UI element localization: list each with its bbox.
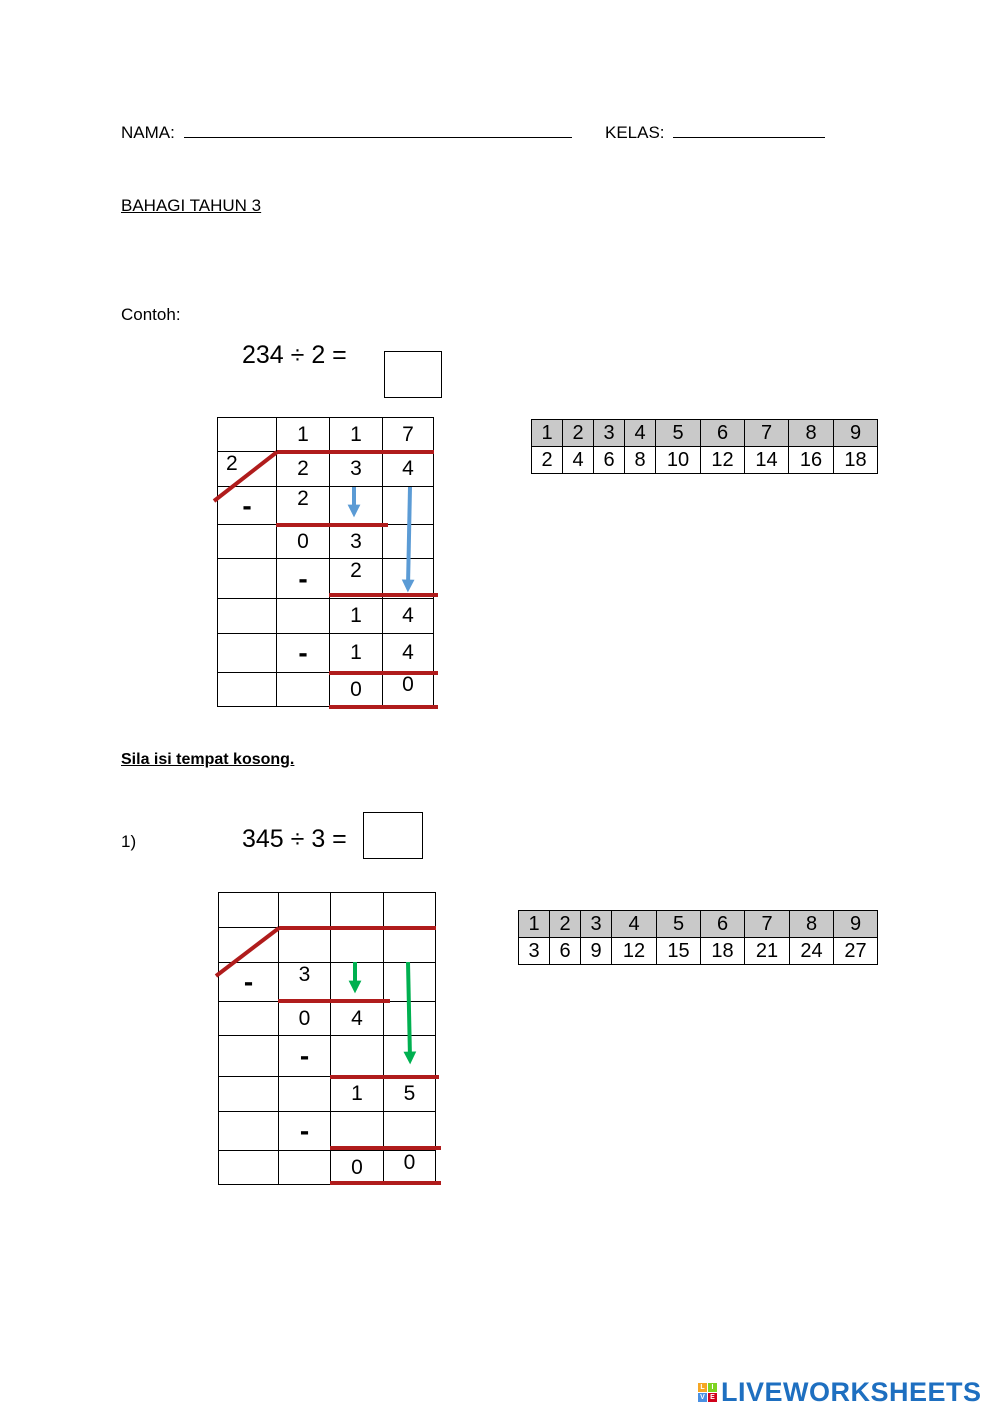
minus-sign: - (279, 1036, 331, 1077)
minus-sign: - (219, 963, 279, 1002)
grid-cell (218, 673, 277, 707)
times-table-header: 5 (656, 420, 701, 447)
worksheet-title: BAHAGI TAHUN 3 (121, 196, 262, 215)
step-digit: 4 (383, 599, 434, 634)
grid-cell (218, 559, 277, 599)
times-table-header: 1 (532, 420, 563, 447)
times-table-header: 8 (790, 911, 834, 938)
grid-cell (219, 1002, 279, 1036)
question-number: 1) (121, 832, 137, 851)
liveworksheets-logo (698, 1377, 982, 1408)
times-table-header: 3 (594, 420, 625, 447)
grid-cell (383, 525, 434, 559)
times-table-value: 6 (594, 447, 625, 474)
name-label: NAMA: (121, 123, 175, 142)
remainder-digit: 0 (383, 673, 434, 707)
grid-cell (219, 1077, 279, 1112)
step-digit: 3 (330, 525, 383, 559)
step-digit: 1 (331, 1077, 384, 1112)
grid-cell (218, 525, 277, 559)
quotient-input[interactable] (279, 893, 331, 928)
example-equation: 234 ÷ 2 = (242, 341, 347, 369)
quotient-input[interactable] (219, 893, 279, 928)
logo-mark (698, 1383, 717, 1402)
times-table-header: 8 (789, 420, 834, 447)
quotient-digit: 1 (277, 418, 330, 452)
times-table-value: 14 (745, 447, 789, 474)
step-digit: 0 (277, 525, 330, 559)
quotient-input[interactable] (384, 893, 436, 928)
times-table-value: 9 (581, 938, 612, 965)
example-label: Contoh: (121, 305, 181, 324)
step-input[interactable] (384, 1112, 436, 1151)
logo-mark-letter: I (708, 1383, 717, 1392)
grid-cell (279, 1151, 331, 1185)
quotient-digit: 1 (330, 418, 383, 452)
grid-cell (218, 634, 277, 673)
times-table-value: 24 (790, 938, 834, 965)
times-table-header: 9 (834, 420, 878, 447)
remainder-digit: 0 (384, 1151, 436, 1185)
name-field[interactable] (121, 121, 572, 143)
dividend-digit: 4 (383, 452, 434, 487)
grid-cell (279, 1077, 331, 1112)
grid-cell (384, 1036, 436, 1077)
class-field[interactable] (605, 121, 825, 143)
times-table-value: 18 (701, 938, 745, 965)
step-digit: 1 (330, 599, 383, 634)
divisor-cell (218, 452, 277, 487)
name-blank-line[interactable] (184, 121, 572, 138)
times-table-value: 8 (625, 447, 656, 474)
example-times-table (531, 419, 878, 474)
logo-mark-letter: V (698, 1393, 707, 1402)
step-digit: 2 (330, 559, 383, 599)
question1-division-grid (218, 892, 436, 1185)
times-table-header: 2 (550, 911, 581, 938)
times-table-header: 6 (701, 911, 745, 938)
times-table-value: 12 (701, 447, 745, 474)
step-digit: 4 (383, 634, 434, 673)
times-table-header: 3 (581, 911, 612, 938)
divisor: 2 (226, 452, 238, 475)
times-table-value: 3 (519, 938, 550, 965)
example-answer-box (384, 351, 442, 398)
dividend-input[interactable] (279, 928, 331, 963)
example-division-grid (217, 417, 434, 707)
dividend-input[interactable] (384, 928, 436, 963)
times-table-value: 2 (532, 447, 563, 474)
times-table-header: 4 (625, 420, 656, 447)
question1-equation: 345 ÷ 3 = (242, 825, 347, 853)
times-table-header: 2 (563, 420, 594, 447)
step-digit: 1 (330, 634, 383, 673)
times-table-header: 6 (701, 420, 745, 447)
step-digit: 3 (279, 963, 331, 1002)
grid-cell (219, 1112, 279, 1151)
dividend-digit: 3 (330, 452, 383, 487)
times-table-value: 6 (550, 938, 581, 965)
step-input[interactable] (331, 1036, 384, 1077)
step-digit: 0 (279, 1002, 331, 1036)
step-digit: 2 (277, 487, 330, 525)
times-table-header: 7 (745, 420, 789, 447)
times-table-header: 9 (834, 911, 878, 938)
grid-cell (331, 963, 384, 1002)
grid-cell (384, 1002, 436, 1036)
grid-cell (218, 599, 277, 634)
step-digit: 4 (331, 1002, 384, 1036)
step-input[interactable] (331, 1112, 384, 1151)
times-table-header: 4 (612, 911, 657, 938)
grid-cell (219, 1036, 279, 1077)
grid-cell (383, 487, 434, 525)
logo-mark-letter: E (708, 1393, 717, 1402)
times-table-value: 21 (745, 938, 790, 965)
class-blank-line[interactable] (673, 121, 825, 138)
times-table-value: 27 (834, 938, 878, 965)
dividend-input[interactable] (331, 928, 384, 963)
dividend-digit: 2 (277, 452, 330, 487)
times-table-value: 4 (563, 447, 594, 474)
times-table-header: 7 (745, 911, 790, 938)
times-table-value: 12 (612, 938, 657, 965)
question1-answer-input[interactable] (363, 812, 423, 859)
grid-cell (330, 487, 383, 525)
question1-times-table (518, 910, 878, 965)
instruction-text: Sila isi tempat kosong. (121, 751, 295, 768)
remainder-digit: 0 (330, 673, 383, 707)
minus-sign: - (277, 559, 330, 599)
grid-cell (218, 418, 277, 452)
times-table-value: 16 (789, 447, 834, 474)
grid-cell (384, 963, 436, 1002)
class-label: KELAS: (605, 123, 665, 142)
divisor-input[interactable] (219, 928, 279, 963)
step-digit: 5 (384, 1077, 436, 1112)
minus-sign: - (277, 634, 330, 673)
minus-sign: - (279, 1112, 331, 1151)
times-table-value: 18 (834, 447, 878, 474)
times-table-header: 5 (657, 911, 701, 938)
grid-cell (277, 599, 330, 634)
logo-wordmark: LIVEWORKSHEETS (721, 1377, 982, 1407)
grid-cell (277, 673, 330, 707)
quotient-input[interactable] (331, 893, 384, 928)
times-table-header: 1 (519, 911, 550, 938)
quotient-digit: 7 (383, 418, 434, 452)
times-table-value: 15 (657, 938, 701, 965)
times-table-value: 10 (656, 447, 701, 474)
minus-sign: - (218, 487, 277, 525)
remainder-digit: 0 (331, 1151, 384, 1185)
logo-mark-letter: L (698, 1383, 707, 1392)
grid-cell (383, 559, 434, 599)
grid-cell (219, 1151, 279, 1185)
